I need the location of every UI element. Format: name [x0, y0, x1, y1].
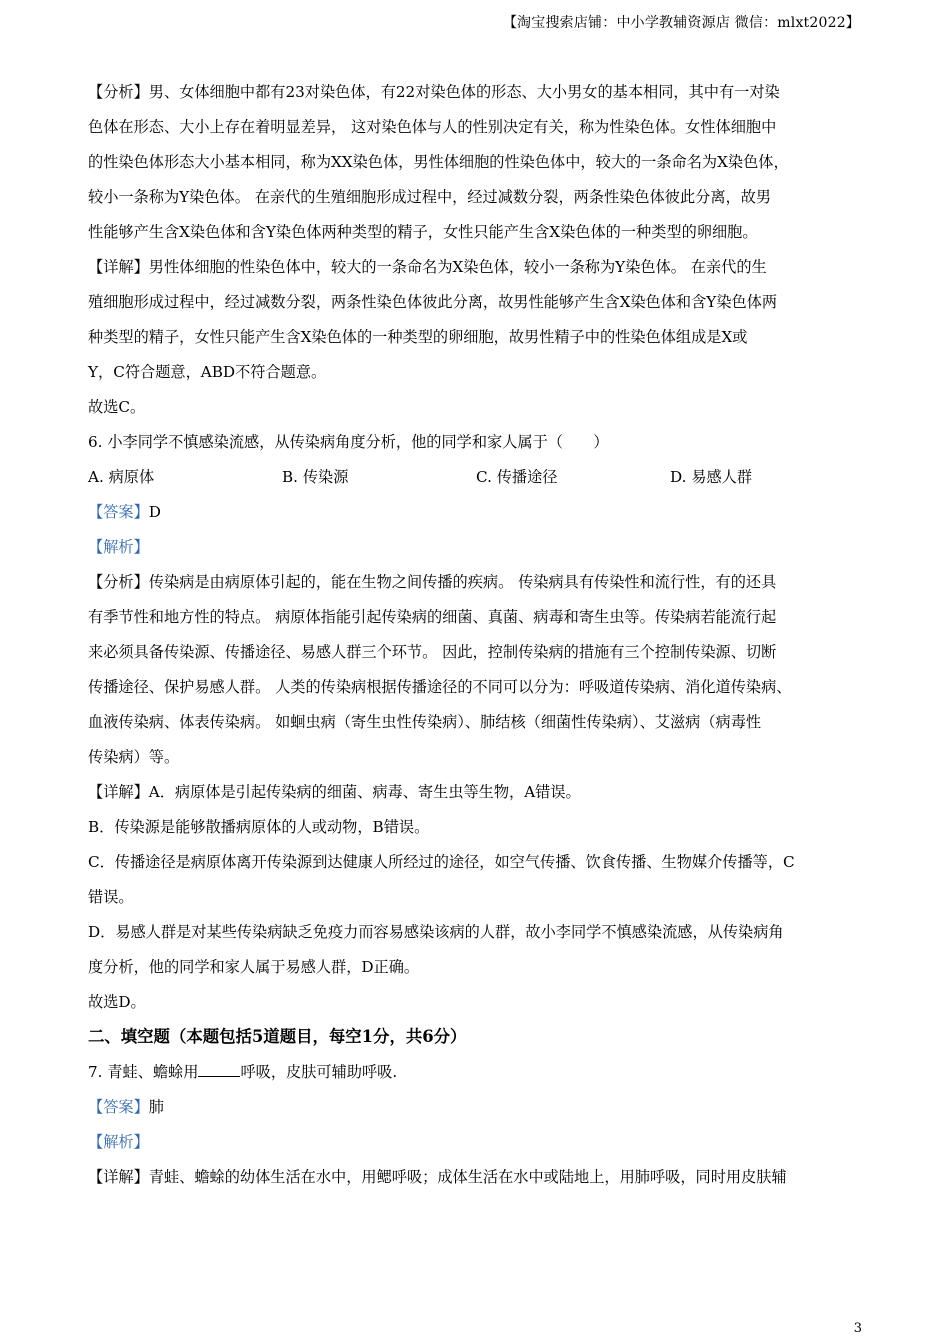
- q5-choice: 故选C。: [88, 398, 146, 416]
- q6-answer: [88, 498, 868, 533]
- option-a: A. 病原体: [88, 468, 155, 486]
- text-line: 【详解】男性体细胞的性染色体中，较大的一条命名为X染色体，较小一条称为Y染色体。 在亲代的生: [88, 258, 767, 276]
- q6-explain-tag: 【解析】: [88, 538, 149, 556]
- option-c: C. 传播途径: [476, 468, 558, 486]
- text-line: 错误。: [88, 888, 134, 906]
- q6-options: [88, 463, 868, 498]
- question-text: 呼吸，皮肤可辅助呼吸.: [240, 1063, 398, 1081]
- q7-explain-tag: 【解析】: [88, 1133, 149, 1151]
- q6-analysis: [88, 568, 868, 778]
- answer-tag: 【答案】: [88, 503, 149, 521]
- text-line: 度分析，他的同学和家人属于易感人群，D正确。: [88, 958, 420, 976]
- text-line: 较小一条称为Y染色体。 在亲代的生殖细胞形成过程中，经过减数分裂，两条性染色体彼此分离，故男: [88, 188, 772, 206]
- text-line: 传播途径、保护易感人群。 人类的传染病根据传播途径的不同可以分为：呼吸道传染病、消化道传染病、: [88, 678, 792, 696]
- section-title: 二、填空题（本题包括5道题目，每空1分，共6分）: [88, 1027, 467, 1046]
- text-line: 【详解】A．病原体是引起传染病的细菌、病毒、寄生虫等生物，A错误。: [88, 783, 581, 801]
- q7-question: [88, 1058, 868, 1093]
- q6-detail: [88, 778, 868, 988]
- q6-question: 6. 小李同学不慎感染流感，从传染病角度分析，他的同学和家人属于（ ）: [88, 433, 609, 451]
- document-body: [88, 78, 868, 1198]
- page-header: 【淘宝搜索店铺：中小学教辅资源店 微信：mlxt2022】: [502, 15, 860, 31]
- answer-blank: [198, 1062, 240, 1077]
- answer-value: 肺: [148, 1098, 164, 1116]
- page-number: 3: [853, 1321, 862, 1336]
- text-line: 性能够产生含X染色体和含Y染色体两种类型的精子，女性只能产生含X染色体的一种类型的卵细胞。: [88, 223, 758, 241]
- text-line: 【分析】传染病是由病原体引起的，能在生物之间传播的疾病。 传染病具有传染性和流行性，有的还具: [88, 573, 777, 591]
- text-line: Y，C符合题意，ABD不符合题意。: [88, 363, 327, 381]
- q6-choice: 故选D。: [88, 993, 146, 1011]
- text-line: 传染病）等。: [88, 748, 180, 766]
- text-line: 的性染色体形态大小基本相同，称为XX染色体，男性体细胞的性染色体中，较大的一条命名为X染色体，: [88, 153, 789, 171]
- text-line: 殖细胞形成过程中，经过减数分裂，两条性染色体彼此分离，故男性能够产生含X染色体和含Y染色体两: [88, 293, 778, 311]
- question-text: 7. 青蛙、蟾蜍用: [88, 1063, 199, 1081]
- answer-value: D: [148, 503, 161, 521]
- text-line: D．易感人群是对某些传染病缺乏免疫力而容易感染该病的人群，故小李同学不慎感染流感，从传染病角: [88, 923, 784, 941]
- q5-analysis: [88, 78, 868, 253]
- text-line: 有季节性和地方性的特点。 病原体指能引起传染病的细菌、真菌、病毒和寄生虫等。传染病若能流行起: [88, 608, 777, 626]
- text-line: 血液传染病、体表传染病。 如蛔虫病（寄生虫性传染病）、肺结核（细菌性传染病）、艾滋病（病毒性: [88, 713, 762, 731]
- q5-detail: [88, 253, 868, 393]
- text-line: C．传播途径是病原体离开传染源到达健康人所经过的途径，如空气传播、饮食传播、生物媒介传播等，C: [88, 853, 795, 871]
- text-line: B．传染源是能够散播病原体的人或动物，B错误。: [88, 818, 430, 836]
- text-line: 来必须具备传染源、传播途径、易感人群三个环节。 因此，控制传染病的措施有三个控制传染源、切断: [88, 643, 777, 661]
- text-line: 色体在形态、大小上存在着明显差异， 这对染色体与人的性别决定有关，称为性染色体。女性体细胞中: [88, 118, 777, 136]
- text-line: 种类型的精子，女性只能产生含X染色体的一种类型的卵细胞，故男性精子中的性染色体组成是X或: [88, 328, 748, 346]
- answer-tag: 【答案】: [88, 1098, 149, 1116]
- text-line: 【分析】男、女体细胞中都有23对染色体，有22对染色体的形态、大小男女的基本相同，其中有一对染: [88, 83, 780, 101]
- q7-detail: 【详解】青蛙、蟾蜍的幼体生活在水中，用鳃呼吸；成体生活在水中或陆地上，用肺呼吸，同时用皮肤辅: [88, 1168, 787, 1186]
- option-d: D. 易感人群: [670, 468, 753, 486]
- q7-answer: [88, 1093, 868, 1128]
- option-b: B. 传染源: [282, 468, 349, 486]
